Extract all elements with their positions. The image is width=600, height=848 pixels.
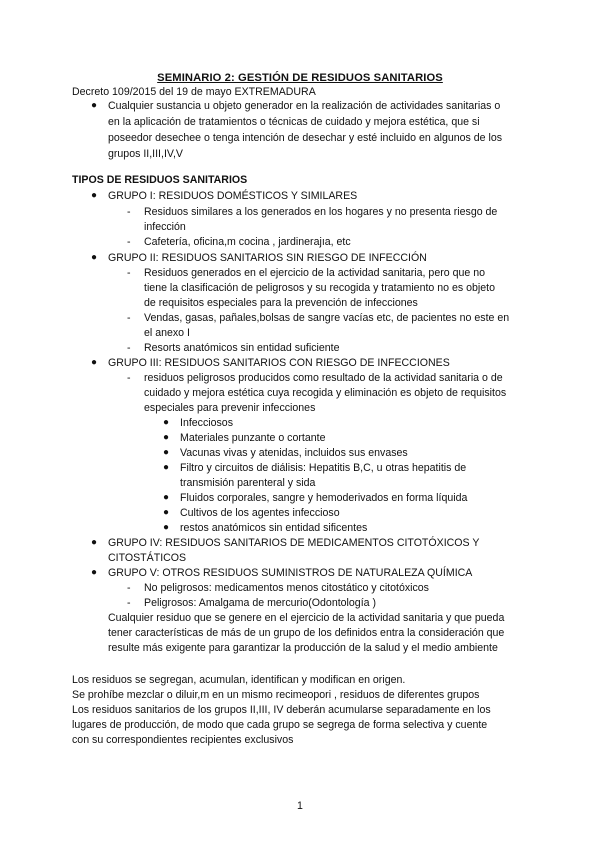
dash-icon: - xyxy=(127,597,131,609)
list-item: No peligrosos: medicamentos menos citostático y citotóxicos xyxy=(144,582,429,594)
dash-icon: - xyxy=(127,312,131,324)
sub-list-item: Cultivos de los agentes infeccioso xyxy=(180,507,340,519)
definition-line: Cualquier sustancia u objeto generador en la realización de actividades sanitarias o xyxy=(108,100,501,112)
closing-line: lugares de producción, de modo que cada grupo se segrega de forma selectiva y cuente xyxy=(72,719,488,731)
sub-list-item: Filtro y circuitos de diálisis: Hepatitis B,C, u otras hepatitis de xyxy=(180,462,467,474)
group-5-note: resulte más exigente para garantizar la producción de la salud y el medio ambiente xyxy=(108,642,498,654)
definition-line: poseedor desechee o tenga intención de desechar y esté incluido en algunos de los xyxy=(108,132,503,144)
list-item: tiene la clasificación de peligrosos y su recogida y tratamiento no es objeto xyxy=(144,282,495,294)
bullet-icon: ● xyxy=(163,417,170,428)
list-item: el anexo I xyxy=(144,327,190,339)
bullet-icon: ● xyxy=(163,507,170,518)
group-2-title: GRUPO II: RESIDUOS SANITARIOS SIN RIESGO DE INFECCIÓN xyxy=(108,252,427,264)
dash-icon: - xyxy=(127,342,131,354)
page-title: SEMINARIO 2: GESTIÓN DE RESIDUOS SANITARIOS xyxy=(157,72,443,84)
sub-list-item: transmisión parenteral y sida xyxy=(180,477,316,489)
bullet-icon: ● xyxy=(163,432,170,443)
list-item: Peligrosos: Amalgama de mercurio(Odontología ) xyxy=(144,597,376,609)
closing-line: Se prohíbe mezclar o diluir,m en un mismo recimeopori , residuos de diferentes grupos xyxy=(72,689,480,701)
definition-line: grupos II,III,IV,V xyxy=(108,148,183,160)
group-3-title: GRUPO III: RESIDUOS SANITARIOS CON RIESGO DE INFECCIONES xyxy=(108,357,450,369)
group-5-note: tener características de más de un grupo de los definidos entra la consideración que xyxy=(108,627,505,639)
dash-icon: - xyxy=(127,582,131,594)
sub-list-item: Infecciosos xyxy=(180,417,233,429)
group-5-note: Cualquier residuo que se genere en el ejercicio de la actividad sanitaria y que pueda xyxy=(108,612,505,624)
sub-list-item: Materiales punzante o cortante xyxy=(180,432,326,444)
list-item: Residuos similares a los generados en los hogares y no presenta riesgo de xyxy=(144,206,498,218)
list-item: de requisitos especiales para la prevención de infecciones xyxy=(144,297,418,309)
list-item: Vendas, gasas, pañales,bolsas de sangre vacías etc, de pacientes no este en xyxy=(144,312,510,324)
bullet-icon: ● xyxy=(91,100,98,111)
decree-reference: Decreto 109/2015 del 19 de mayo EXTREMADURA xyxy=(72,86,316,98)
bullet-icon: ● xyxy=(91,357,98,368)
bullet-icon: ● xyxy=(163,522,170,533)
list-item: residuos peligrosos producidos como resultado de la actividad sanitaria o de xyxy=(144,372,503,384)
dash-icon: - xyxy=(127,267,131,279)
bullet-icon: ● xyxy=(91,252,98,263)
list-item: Residuos generados en el ejercicio de la actividad sanitaria, pero que no xyxy=(144,267,485,279)
closing-line: con su correspondientes recipientes exclusivos xyxy=(72,734,294,746)
group-4-title: GRUPO IV: RESIDUOS SANITARIOS DE MEDICAMENTOS CITOTÓXICOS Y xyxy=(108,537,480,549)
bullet-icon: ● xyxy=(163,492,170,503)
dash-icon: - xyxy=(127,206,131,218)
section-heading: TIPOS DE RESIDUOS SANITARIOS xyxy=(72,174,248,186)
bullet-icon: ● xyxy=(163,447,170,458)
group-1-title: GRUPO I: RESIDUOS DOMÉSTICOS Y SIMILARES xyxy=(108,190,358,202)
closing-line: Los residuos se segregan, acumulan, identifican y modifican en origen. xyxy=(72,674,406,686)
dash-icon: - xyxy=(127,236,131,248)
group-5-title: GRUPO V: OTROS RESIDUOS SUMINISTROS DE NATURALEZA QUÍMICA xyxy=(108,567,473,579)
page-number: 1 xyxy=(297,800,303,812)
bullet-icon: ● xyxy=(91,537,98,548)
closing-line: Los residuos sanitarios de los grupos II,III, IV deberán acumularse separadamente en los xyxy=(72,704,491,716)
definition-line: en la aplicación de tratamientos o técnicas de cuidado y mejora estética, que si xyxy=(108,116,480,128)
list-item: infección xyxy=(144,221,186,233)
sub-list-item: Vacunas vivas y atenidas, incluidos sus envases xyxy=(180,447,408,459)
bullet-icon: ● xyxy=(163,462,170,473)
sub-list-item: restos anatómicos sin entidad sificentes xyxy=(180,522,368,534)
list-item: especiales para prevenir infecciones xyxy=(144,402,316,414)
bullet-icon: ● xyxy=(91,567,98,578)
dash-icon: - xyxy=(127,372,131,384)
list-item: Cafetería, oficina,m cocina , jardinerajıa, etc xyxy=(144,236,351,248)
list-item: cuidado y mejora estética cuya recogida y eliminación es objeto de requisitos xyxy=(144,387,507,399)
bullet-icon: ● xyxy=(91,190,98,201)
sub-list-item: Fluidos corporales, sangre y hemoderivados en forma líquida xyxy=(180,492,468,504)
group-4-title: CITOSTÁTICOS xyxy=(108,552,187,564)
list-item: Resorts anatómicos sin entidad suficiente xyxy=(144,342,340,354)
